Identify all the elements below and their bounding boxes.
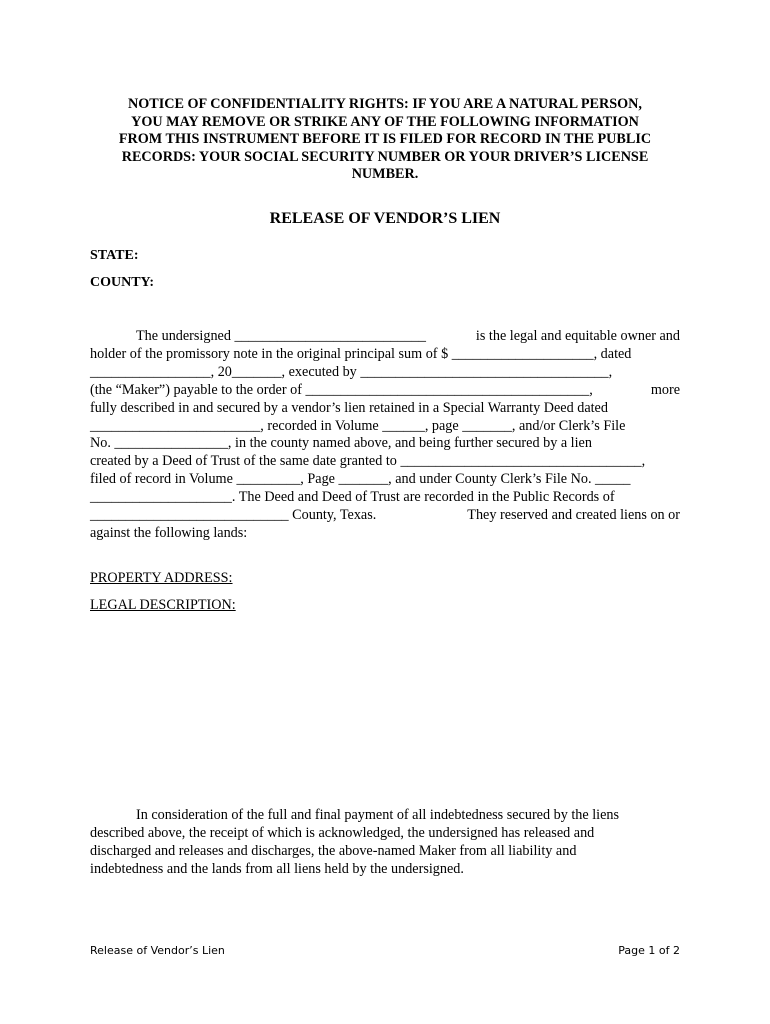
line-segment: The undersigned ___________________________ [136,328,427,344]
county-label: COUNTY: [90,275,155,290]
state-label: STATE: [90,248,139,263]
paragraph-line [90,346,680,364]
notice-line: FROM THIS INSTRUMENT BEFORE IT IS FILED FOR RECORD IN THE PUBLIC [118,131,652,148]
line-segment: _________________, 20_______, executed by ___________________________________, [90,363,613,380]
line-segment: more [650,381,680,398]
line-segment: No. ________________, in the county named above, and being further secured by a lien [90,435,592,452]
line-segment: They reserved and created liens on or [467,507,680,524]
line-segment: is the legal and equitable owner and [475,328,680,344]
line-segment: described above, the receipt of which is acknowledged, the undersigned has released and [90,824,595,841]
line-segment: fully described in and secured by a vendor’s lien retained in a Special Warranty Deed dated [90,399,608,416]
line-segment: discharged and releases and discharges, the above-named Maker from all liability and [90,842,577,859]
document-title: RELEASE OF VENDOR’S LIEN [269,210,501,227]
lien-paragraph [90,328,680,543]
paragraph-line [90,843,680,861]
line-segment: against the following lands: [90,524,248,541]
notice-line: NUMBER. [351,166,419,183]
paragraph-line [90,364,680,382]
line-segment: indebtedness and the lands from all liens held by the undersigned. [90,860,464,877]
notice-line: NOTICE OF CONFIDENTIALITY RIGHTS: IF YOU ARE A NATURAL PERSON, [128,96,642,112]
confidentiality-notice [90,96,680,184]
paragraph-line [90,382,680,400]
line-segment: ____________________. The Deed and Deed of Trust are recorded in the Public Records of [90,489,615,506]
paragraph-line [90,328,680,346]
paragraph-line [90,435,680,453]
release-paragraph [90,807,680,879]
line-segment: ____________________________ County, Texas. [90,507,377,524]
page-number: Page 1 of 2 [618,944,680,957]
notice-line: RECORDS: YOUR SOCIAL SECURITY NUMBER OR YOUR DRIVER’S LICENSE [121,148,649,165]
property-address-label: PROPERTY ADDRESS: [90,570,233,586]
line-segment: (the “Maker”) payable to the order of ________________________________________, [90,381,593,398]
paragraph-line [90,418,680,436]
line-segment: created by a Deed of Trust of the same date granted to __________________________________, [90,453,646,470]
line-segment: holder of the promissory note in the original principal sum of $ ____________________, dated [90,345,632,362]
paragraph-line [90,489,680,507]
notice-line: YOU MAY REMOVE OR STRIKE ANY OF THE FOLLOWING INFORMATION [131,113,639,130]
line-segment: ________________________, recorded in Volume ______, page _______, and/or Clerk’s File [90,417,626,434]
paragraph-line [90,807,680,825]
paragraph-line [90,861,680,879]
paragraph-line [90,507,680,525]
paragraph-line [90,825,680,843]
paragraph-line [90,400,680,418]
paragraph-line [90,453,680,471]
paragraph-line [90,525,680,543]
footer-title: Release of Vendor’s Lien [90,944,225,957]
line-segment: filed of record in Volume _________, Page _______, and under County Clerk’s File No. _____ [90,471,631,488]
paragraph-line [90,471,680,489]
line-segment: In consideration of the full and final payment of all indebtedness secured by the liens [136,807,620,823]
legal-description-label: LEGAL DESCRIPTION: [90,597,236,613]
